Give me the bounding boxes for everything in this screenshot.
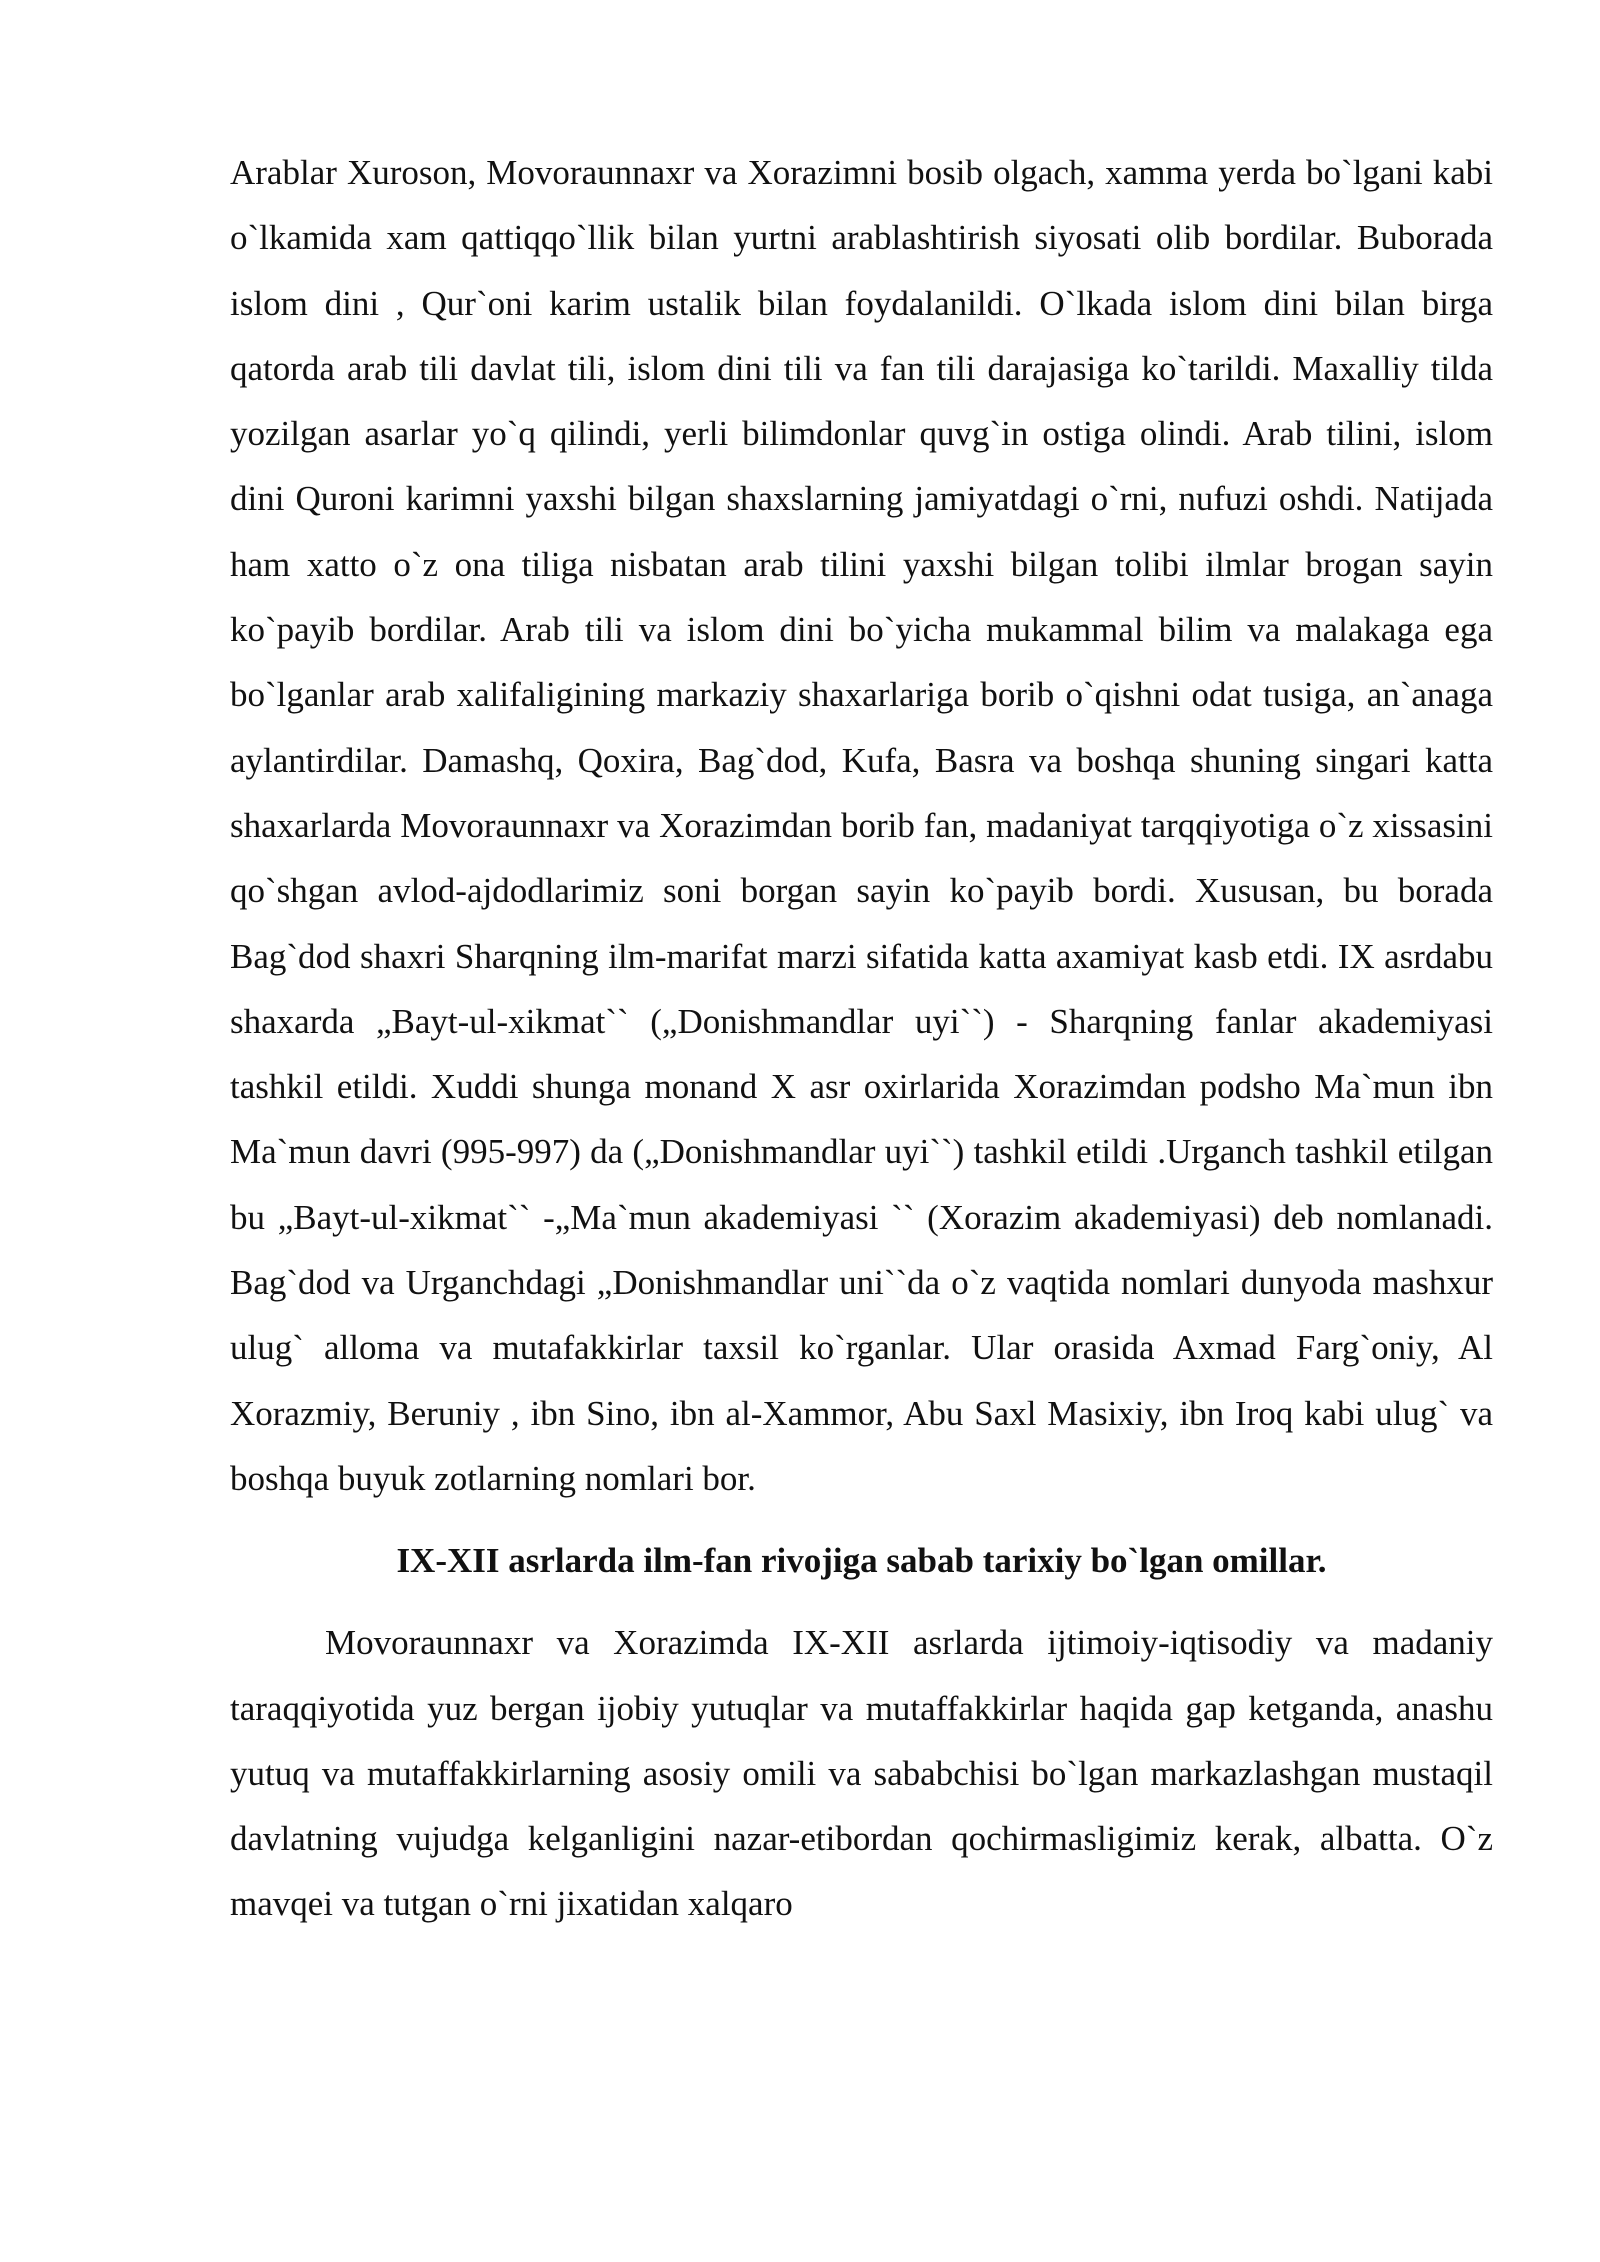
paragraph-2: Movoraunnaxr va Xorazimda IX-XII asrlarda ijtimoiy-iqtisodiy va madaniy taraqqiyotida yuz bergan ijobiy yutuqlar va mutaffakkirlar haqida gap ketganda, anashu yutuq va mutaffakkirlarning asosiy omili va sababchisi bo`lgan markazlashgan mustaqil davlatning vujudga kelganligini nazar-etibordan qochirmasligimiz kerak, albatta. O`z mavqei va tutgan o`rni jixatidan xalqaro (230, 1623, 1493, 1924)
paragraph-1: Arablar Xuroson, Movoraunnaxr va Xorazimni bosib olgach, xamma yerda bo`lgani kabi o`lkamida xam qattiqqo`llik bilan yurtni arablashtirish siyosati olib bordilar. Buborada islom dini , Qur`oni karim ustalik bilan foydalanildi. O`lkada islom dini bilan birga qatorda arab tili davlat tili, islom dini tili va fan tili darajasiga ko`tarildi. Maxalliy tilda yozilgan asarlar yo`q qilindi, yerli bilimdonlar quvg`in ostiga olindi. Arab tilini, islom dini Quroni karimni yaxshi bilgan shaxslarning jamiyatdagi o`rni, nufuzi oshdi. Natijada ham xatto o`z ona tiliga nisbatan arab tilini yaxshi bilgan tolibi ilmlar brogan sayin ko`payib bordilar. Arab tili va islom dini bo`yicha mukammal bilim va malakaga ega bo`lganlar arab xalifaligining markaziy shaxarlariga borib o`qishni odat tusiga, an`anaga aylantirdilar. Damashq, Qoxira, Bag`dod, Kufa, Basra va boshqa shuning singari katta shaxarlarda Movoraunnaxr va Xorazimdan borib fan, madaniyat tarqqiyotiga o`z xissasini qo`shgan avlod-ajdodlarimiz soni borgan sayin ko`payib bordi. Xususan, bu borada Bag`dod shaxri Sharqning ilm-marifat marzi sifatida katta axamiyat kasb etdi. IX asrdabu shaxarda „Bayt-ul-xikmat`` („Donishmandlar uyi``) - Sharqning fanlar akademiyasi tashkil etildi. Xuddi shunga monand X asr oxirlarida Xorazimdan podsho Ma`mun ibn Ma`mun davri (995-997) da („Donishmandlar uyi``) tashkil etildi .Urganch tashkil etilgan bu „Bayt-ul-xikmat`` -„Ma`mun akademiyasi `` (Xorazim akademiyasi) deb nomlanadi. Bag`dod va Urganchdagi „Donishmandlar uni``da o`z vaqtida nomlari dunyoda mashxur ulug` alloma va mutafakkirlar taxsil ko`rganlar. Ular orasida Axmad Farg`oniy, Al Xorazmiy, Beruniy , ibn Sino, ibn al-Xammor, Abu Saxl Masixiy, ibn Iroq kabi ulug` va boshqa buyuk zotlarning nomlari bor. (230, 153, 1493, 1498)
document-page (230, 140, 1493, 1937)
section-heading: IX-XII asrlarda ilm-fan rivojiga sabab tarixiy bo`lgan omillar. (396, 1541, 1327, 1581)
